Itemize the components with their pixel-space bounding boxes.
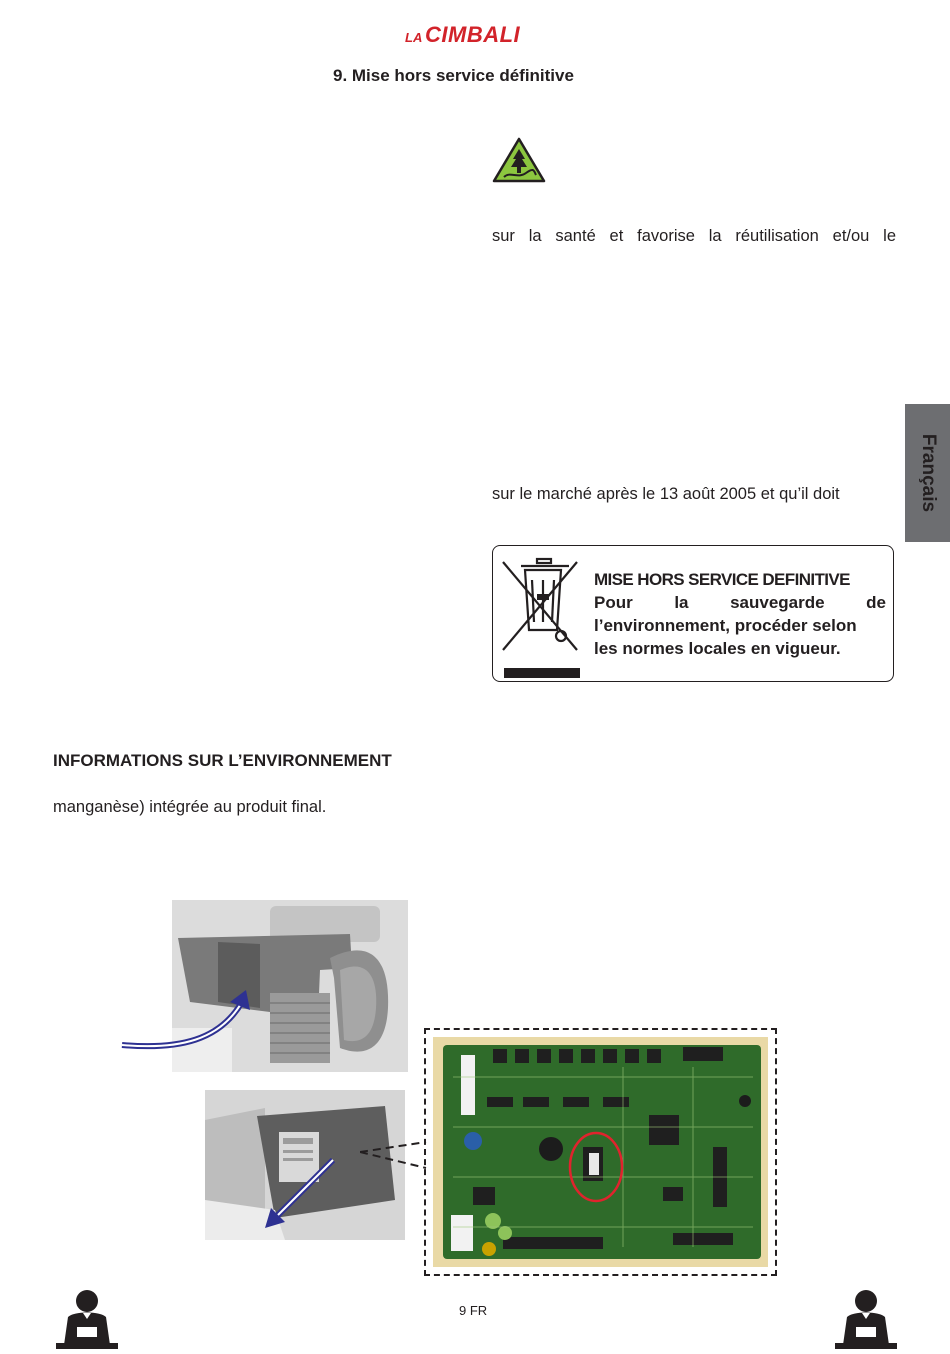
barman-icon — [56, 1289, 118, 1349]
weee-warning-line1 — [594, 591, 886, 614]
machine-cover-photo — [120, 898, 410, 1072]
weee-word: la — [674, 593, 689, 612]
environment-section-title: INFORMATIONS SUR L’ENVIRONNEMENT — [53, 751, 392, 770]
brand-logo — [405, 22, 545, 52]
language-tab-label: Français — [917, 433, 939, 513]
circuit-board-callout — [424, 1028, 777, 1276]
brand-logo-prefix: LA — [405, 30, 423, 45]
paragraph-reuse: sur la santé et favorise la réutilisation et/ou le — [492, 227, 896, 245]
weee-warning-line2: l’environnement, procéder selon — [594, 616, 857, 635]
leader-lines — [360, 1140, 430, 1170]
weee-word: de — [866, 593, 886, 612]
weee-warning-title: MISE HORS SERVICE DEFINITIVE — [594, 570, 850, 589]
crossed-bin-icon — [499, 554, 581, 678]
paragraph-market-date: sur le marché après le 13 août 2005 et qu’il doit — [492, 485, 840, 503]
page-number: 9 FR — [459, 1303, 488, 1318]
weee-warning-line3: les normes locales en vigueur. — [594, 639, 841, 658]
weee-warning-box — [492, 545, 894, 682]
weee-word: sauvegarde — [730, 593, 825, 612]
language-tab[interactable] — [905, 404, 950, 542]
environment-warning-icon — [492, 137, 546, 183]
circuit-board-photo — [433, 1037, 768, 1267]
weee-word: Pour — [594, 593, 633, 612]
environment-section-text: manganèse) intégrée au produit final. — [53, 798, 327, 816]
barman-icon — [835, 1289, 897, 1349]
brand-logo-name: CIMBALI — [425, 22, 521, 47]
section-title: 9. Mise hors service définitive — [333, 66, 574, 85]
